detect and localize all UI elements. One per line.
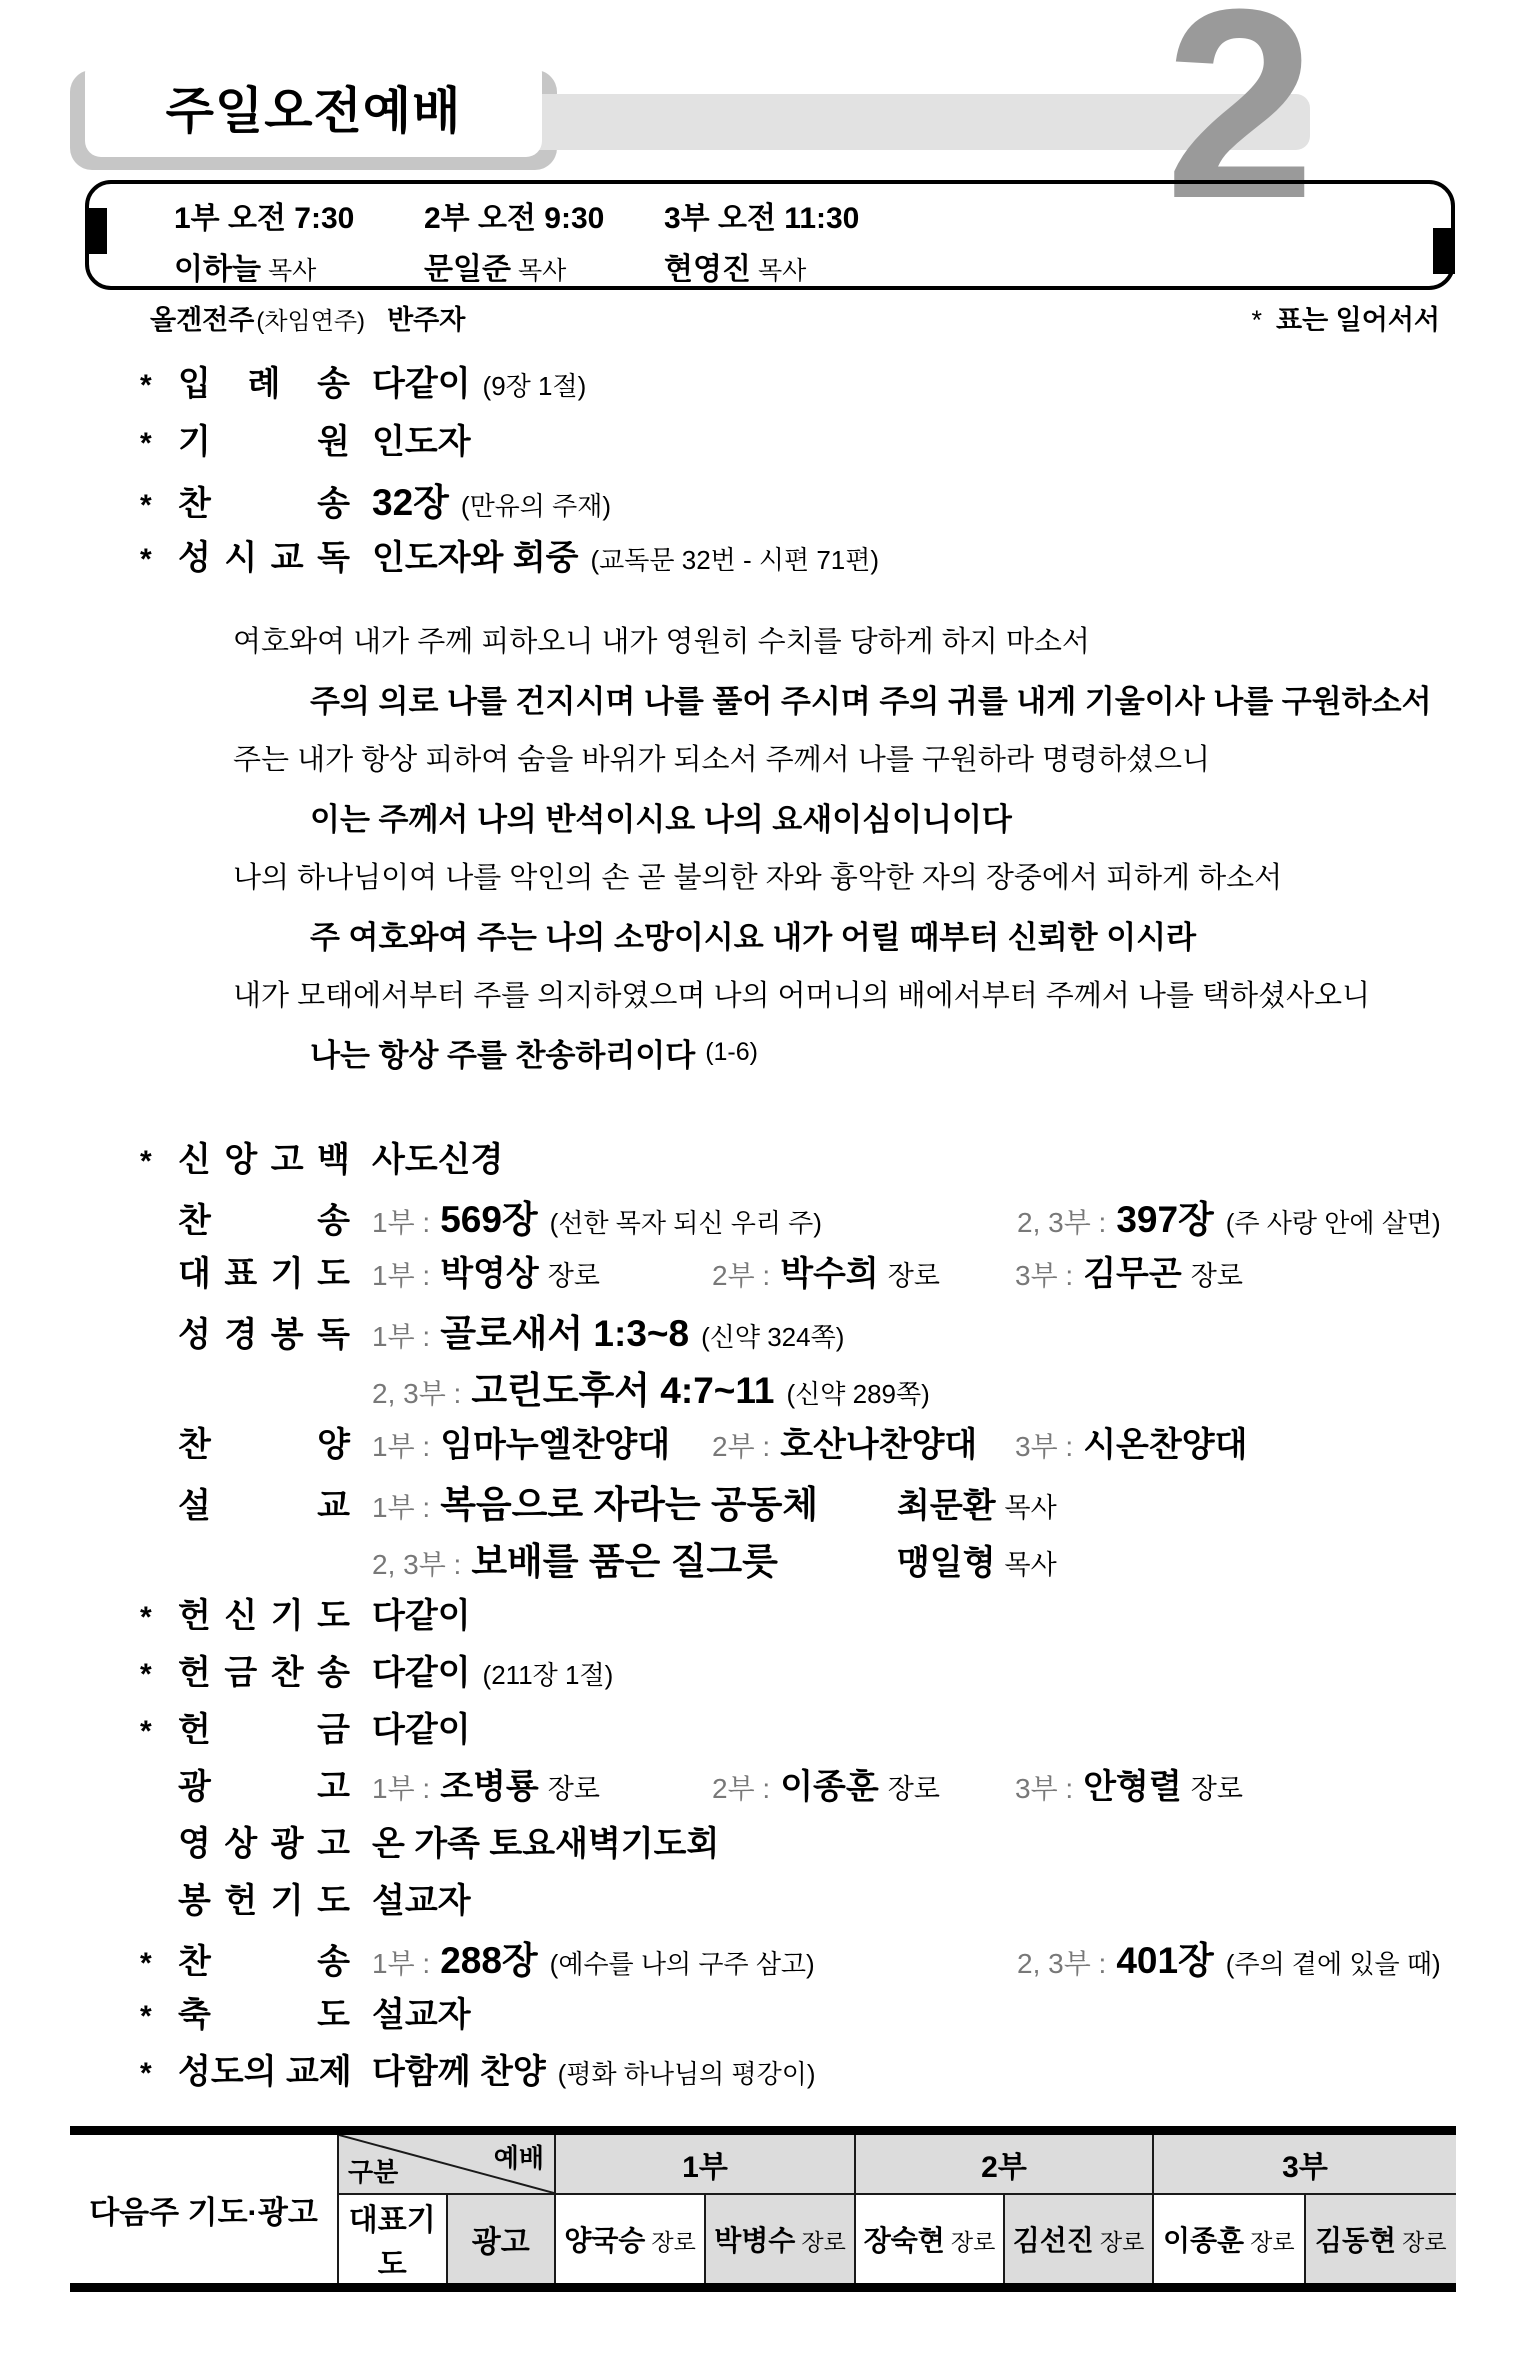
- prelude-note: (차임연주): [256, 308, 366, 335]
- elder-role: 장로: [887, 1774, 940, 1804]
- stand-note: * 표는 일어서서: [1251, 305, 1440, 335]
- service-prefix: 2부 :: [712, 1773, 771, 1804]
- row-choir: [0, 1417, 1535, 1474]
- elder-role: 장로: [651, 2229, 696, 2255]
- row-offering-hymn: [0, 1645, 1535, 1702]
- preacher: 최문환 목사: [897, 1487, 1057, 1525]
- row-label: 설 교: [178, 1487, 350, 1525]
- star-mark: *: [140, 489, 152, 522]
- row-value: 다함께 찬양: [372, 2053, 546, 2091]
- row-label: 봉 헌 기 도: [178, 1882, 350, 1920]
- reading-line: 주는 내가 항상 피하여 숨을 바위가 되소서 주께서 나를 구원하라 명령하셨으니: [233, 744, 1211, 776]
- prelude-row: [150, 298, 1440, 342]
- duty-label-prayer: 대표기도: [338, 2194, 447, 2288]
- service-prefix: 2, 3부 :: [372, 1378, 462, 1409]
- part-1bu: 1부 : 박영상 장로: [372, 1255, 600, 1293]
- pastor-role: 목사: [517, 257, 567, 285]
- row-note: (만유의 주재): [460, 491, 612, 521]
- row-scripture-1: [0, 1303, 1535, 1360]
- row-dedication-prayer: [0, 1588, 1535, 1645]
- reading-line-bold: 주의 의로 나를 건지시며 나를 풀어 주시며 주의 귀를 내게 기울이사 나를 구원하소서: [310, 684, 1432, 719]
- part-1bu: 1부 : 조병룡 장로: [372, 1768, 600, 1806]
- col-header-2bu: 2부: [855, 2131, 1153, 2195]
- part-2bu: 2부 : 이종훈 장로: [712, 1768, 940, 1806]
- star-mark: *: [140, 1601, 152, 1634]
- service-prefix: 3부 :: [1015, 1773, 1074, 1804]
- service-prefix: 2, 3부 :: [1017, 1948, 1107, 1979]
- row-announcements: [0, 1759, 1535, 1816]
- row-representative-prayer: [0, 1246, 1535, 1303]
- assignment-cell: 이종훈 장로: [1153, 2194, 1305, 2288]
- row-sermon-1: [0, 1474, 1535, 1531]
- star-mark: *: [140, 2000, 152, 2033]
- service-prefix: 2, 3부 :: [372, 1549, 462, 1580]
- row-video-announcement: [0, 1816, 1535, 1873]
- order-of-worship-main: [0, 1132, 1535, 2101]
- responsive-reading-text: [0, 610, 1535, 1082]
- next-week-title: 다음주 기도·광고: [70, 2131, 338, 2288]
- part-1bu: 1부 : 569장 (선한 목자 되신 우리 주): [372, 1199, 822, 1240]
- row-label: 헌 금 찬 송: [178, 1654, 350, 1692]
- elder-role: 장로: [1099, 2229, 1145, 2255]
- row-label: 기 원: [178, 423, 350, 461]
- service-prefix: 1부 :: [372, 1321, 431, 1352]
- row-label: 헌 신 기 도: [178, 1597, 350, 1635]
- row-note: (211장 1절): [482, 1660, 614, 1690]
- pastor-role: 목사: [757, 257, 807, 285]
- service-prefix: 2부 :: [712, 1431, 771, 1462]
- row-responsive-reading: [0, 530, 1535, 588]
- service-prefix: 1부 :: [372, 1773, 431, 1804]
- row-label: 찬 송: [178, 485, 350, 523]
- pastor-role: 목사: [267, 257, 317, 285]
- reading-line: 나의 하나님이여 나를 악인의 손 곧 불의한 자와 흉악한 자의 장중에서 피하게 하소서: [233, 862, 1283, 894]
- prelude-value: 반주자: [387, 305, 466, 335]
- star-mark: *: [1251, 305, 1262, 335]
- star-mark: *: [140, 2057, 152, 2090]
- sermon-title-1bu: 1부 : 복음으로 자라는 공동체: [372, 1484, 819, 1525]
- elder-role: 장로: [1190, 1261, 1243, 1291]
- row-value: 다같이: [372, 1711, 471, 1749]
- row-hymn: [0, 472, 1535, 530]
- star-mark: *: [140, 543, 152, 576]
- assignment-cell: 박병수 장로: [705, 2194, 855, 2288]
- order-of-worship-top: [0, 356, 1535, 588]
- reading-line: 여호와여 내가 주께 피하오니 내가 영원히 수치를 당하게 하지 마소서: [233, 626, 1090, 658]
- service-1-pastor: 이하늘 목사: [174, 253, 317, 286]
- row-label: 성 경 봉 독: [178, 1316, 350, 1354]
- row-value: 인도자: [372, 423, 471, 461]
- elder-role: 장로: [547, 1774, 600, 1804]
- service-3: [664, 193, 859, 288]
- corner-label-worship: 예배: [493, 2143, 544, 2173]
- row-label: 광 고: [178, 1768, 350, 1806]
- service-3-pastor: 현영진 목사: [664, 253, 807, 286]
- table-corner-cell: [338, 2131, 555, 2195]
- row-hymn-services: [0, 1189, 1535, 1246]
- assignment-cell: 김선진 장로: [1004, 2194, 1153, 2288]
- row-label: 성 시 교 독: [178, 539, 350, 577]
- elder-role: 장로: [1250, 2229, 1295, 2255]
- row-value: 사도신경: [372, 1141, 504, 1179]
- service-prefix: 1부 :: [372, 1948, 431, 1979]
- preacher: 맹일형 목사: [897, 1544, 1057, 1582]
- service-2: [424, 193, 604, 288]
- row-closing-hymn: [0, 1930, 1535, 1987]
- row-entrance-song: [0, 356, 1535, 414]
- row-value: 설교자: [372, 1882, 471, 1920]
- reading-line-bold: 나는 항상 주를 찬송하리이다 (1-6): [310, 1038, 758, 1073]
- prelude-label: 올겐전주: [150, 305, 255, 335]
- col-header-1bu: 1부: [555, 2131, 855, 2195]
- service-prefix: 1부 :: [372, 1207, 431, 1238]
- row-benediction: [0, 1987, 1535, 2044]
- duty-label-announcement: 광고: [447, 2194, 556, 2288]
- star-mark: *: [140, 1145, 152, 1178]
- star-mark: *: [140, 1658, 152, 1691]
- part-3bu: 3부 : 김무곤 장로: [1015, 1255, 1243, 1293]
- part-1bu: 1부 : 골로새서 1:3~8 (신약 324쪽): [372, 1313, 845, 1354]
- row-label: 찬 양: [178, 1426, 350, 1464]
- sermon-title-23bu: 2, 3부 : 보배를 품은 질그릇: [372, 1541, 778, 1582]
- page-title-box: [85, 57, 542, 157]
- col-header-3bu: 3부: [1153, 2131, 1456, 2195]
- elder-role: 장로: [1402, 2229, 1447, 2255]
- elder-role: 장로: [547, 1261, 600, 1291]
- row-offertory-prayer: [0, 1873, 1535, 1930]
- right-tab-decoration: [1433, 228, 1455, 274]
- row-creed: [0, 1132, 1535, 1189]
- row-label: 찬 송: [178, 1202, 350, 1240]
- row-label: 대 표 기 도: [178, 1255, 350, 1293]
- left-tab-decoration: [85, 208, 107, 254]
- assignment-cell: 김동현 장로: [1305, 2194, 1457, 2288]
- row-fellowship: [0, 2044, 1535, 2101]
- row-value: 다같이: [372, 1654, 471, 1692]
- service-prefix: 2부 :: [712, 1260, 771, 1291]
- service-2-pastor: 문일준 목사: [424, 253, 567, 286]
- reading-line: 내가 모태에서부터 주를 의지하였으며 나의 어머니의 배에서부터 주께서 나를 택하셨사오니: [233, 980, 1371, 1012]
- elder-role: 장로: [801, 2229, 846, 2255]
- row-label: 영 상 광 고: [178, 1825, 350, 1863]
- row-value: 32장: [372, 482, 449, 523]
- row-note: (평화 하나님의 평강이): [557, 2059, 816, 2089]
- row-value: 다같이: [372, 365, 471, 403]
- row-label: 헌 금: [178, 1711, 350, 1749]
- part-2bu: 2부 : 박수희 장로: [712, 1255, 940, 1293]
- part-1bu: 1부 : 임마누엘찬양대: [372, 1426, 671, 1464]
- pastor-role: 목사: [1004, 1493, 1057, 1523]
- star-mark: *: [140, 369, 152, 402]
- elder-role: 장로: [1190, 1774, 1243, 1804]
- service-times-box: [85, 180, 1455, 290]
- row-label: 입 례 송: [178, 365, 350, 403]
- service-1-time: 1부 오전 7:30: [174, 202, 355, 235]
- row-note: (교독문 32번 - 시편 71편): [590, 545, 880, 575]
- row-value: 온 가족 토요새벽기도회: [372, 1825, 720, 1863]
- service-1: [174, 193, 354, 288]
- part-1bu: 1부 : 288장 (예수를 나의 구주 삼고): [372, 1940, 815, 1981]
- row-offering: [0, 1702, 1535, 1759]
- elder-role: 장로: [887, 1261, 940, 1291]
- reading-line-bold: 주 여호와여 주는 나의 소망이시요 내가 어릴 때부터 신뢰한 이시라: [310, 920, 1197, 955]
- service-prefix: 2, 3부 :: [1017, 1207, 1107, 1238]
- row-note: (9장 1절): [482, 371, 587, 401]
- corner-label-category: 구분: [348, 2157, 399, 2187]
- page-title: 주일오전예배: [165, 83, 462, 139]
- service-prefix: 1부 :: [372, 1492, 431, 1523]
- service-prefix: 3부 :: [1015, 1260, 1074, 1291]
- star-mark: *: [140, 1947, 152, 1980]
- row-label: 찬 송: [178, 1943, 350, 1981]
- service-2-time: 2부 오전 9:30: [424, 202, 605, 235]
- reading-line-bold: 이는 주께서 나의 반석이시요 나의 요새이심이니이다: [310, 802, 1012, 837]
- row-value: 인도자와 회중: [372, 539, 579, 577]
- part-2bu: 2부 : 호산나찬양대: [712, 1426, 978, 1464]
- service-prefix: 1부 :: [372, 1260, 431, 1291]
- row-invocation: [0, 414, 1535, 472]
- assignment-cell: 장숙현 장로: [855, 2194, 1004, 2288]
- reading-verse-note: (1-6): [705, 1038, 758, 1066]
- elder-role: 장로: [950, 2229, 996, 2255]
- row-value: 다같이: [372, 1597, 471, 1635]
- service-3-time: 3부 오전 11:30: [664, 202, 860, 235]
- row-label: 축 도: [178, 1996, 350, 2034]
- part-23bu: 2, 3부 : 401장 (주의 곁에 있을 때): [1017, 1940, 1441, 1981]
- assignment-cell: 양국승 장로: [555, 2194, 705, 2288]
- part-23bu: 2, 3부 : 고린도후서 4:7~11 (신약 289쪽): [372, 1370, 930, 1411]
- star-mark: *: [140, 427, 152, 460]
- service-prefix: 3부 :: [1015, 1431, 1074, 1462]
- row-value: 설교자: [372, 1996, 471, 2034]
- part-3bu: 3부 : 안형렬 장로: [1015, 1768, 1243, 1806]
- row-label: 신 앙 고 백: [178, 1141, 350, 1179]
- star-mark: *: [140, 1715, 152, 1748]
- pastor-role: 목사: [1004, 1550, 1057, 1580]
- service-prefix: 1부 :: [372, 1431, 431, 1462]
- part-23bu: 2, 3부 : 397장 (주 사랑 안에 살면): [1017, 1199, 1441, 1240]
- row-scripture-2: [0, 1360, 1535, 1417]
- part-3bu: 3부 : 시온찬양대: [1015, 1426, 1248, 1464]
- row-label: 성도의 교제: [178, 2053, 352, 2091]
- page-number: 2: [1164, 0, 1316, 255]
- next-week-table: [70, 2126, 1450, 2292]
- row-sermon-2: [0, 1531, 1535, 1588]
